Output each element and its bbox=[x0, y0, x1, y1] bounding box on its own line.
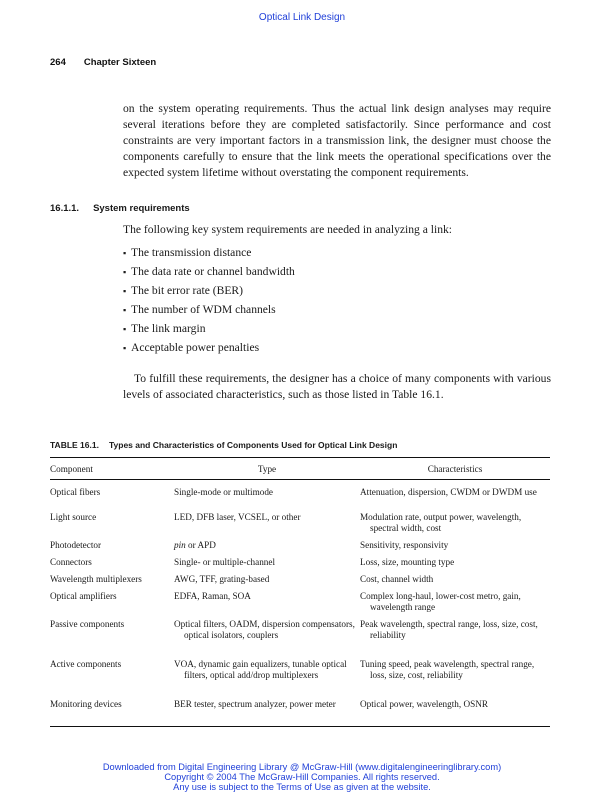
section-heading bbox=[50, 203, 190, 214]
footer-download-link[interactable]: Downloaded from Digital Engineering Library @ McGraw-Hill (www.digitalengineeringlibrary.com) bbox=[102, 762, 502, 772]
bullet-icon: ▪ bbox=[123, 248, 127, 258]
table-bottom-rule bbox=[50, 726, 550, 727]
column-header-characteristics: Characteristics bbox=[427, 464, 483, 474]
table-row: Wavelength multiplexers AWG, TFF, grating-based Cost, channel width bbox=[50, 573, 434, 584]
page-header bbox=[50, 57, 156, 68]
column-header-component: Component bbox=[50, 464, 93, 474]
list-item: ▪ Acceptable power penalties bbox=[123, 341, 260, 354]
table-caption bbox=[50, 440, 397, 450]
bullet-icon: ▪ bbox=[123, 267, 127, 277]
requirements-list bbox=[123, 245, 295, 359]
page-footer bbox=[0, 762, 604, 792]
footer-terms-link[interactable]: Any use is subject to the Terms of Use as given at the website. bbox=[173, 782, 431, 792]
intro-paragraph: on the system operating requirements. Thus the actual link design analyses may require several iterations before they are completed satisfactorily. Since performance and cost constraints are very important factors in a transmission link, the designer must choose the components carefully to ensure that the link meets the operational specifications over the expected system lifetime without overstating the component requirements. bbox=[123, 102, 551, 179]
running-header-title: Optical Link Design bbox=[258, 12, 346, 23]
table-top-rule bbox=[50, 457, 550, 458]
column-header-type: Type bbox=[257, 464, 277, 474]
section-number: 16.1.1. bbox=[50, 203, 80, 214]
table-row: Optical amplifiers EDFA, Raman, SOA Complex long-haul, lower-cost metro, gain, wavelength range bbox=[50, 590, 521, 612]
list-item: ▪ The data rate or channel bandwidth bbox=[123, 265, 295, 278]
chapter-title: Chapter Sixteen bbox=[83, 57, 157, 68]
page-number: 264 bbox=[50, 57, 66, 68]
section-title: System requirements bbox=[93, 203, 190, 214]
table-row: Optical fibers Single-mode or multimode Attenuation, dispersion, CWDM or DWDM use bbox=[50, 486, 537, 497]
list-item: ▪ The link margin bbox=[123, 322, 206, 335]
table-title: Types and Characteristics of Components Used for Optical Link Design bbox=[108, 440, 398, 450]
table-row: Connectors Single- or multiple-channel Loss, size, mounting type bbox=[50, 556, 455, 567]
components-table bbox=[50, 461, 550, 723]
bullet-icon: ▪ bbox=[123, 286, 127, 296]
footer-copyright: Copyright © 2004 The McGraw-Hill Companies. All rights reserved. bbox=[164, 772, 440, 782]
bullet-icon: ▪ bbox=[123, 305, 127, 315]
requirements-lead: The following key system requirements are needed in analyzing a link: bbox=[123, 223, 453, 236]
table-row: Active components VOA, dynamic gain equalizers, tunable optical filters, optical add/drop multiplexers Tuning speed, peak wavelength, spectral range, loss, size, cost, reliability bbox=[50, 658, 535, 680]
list-item: ▪ The bit error rate (BER) bbox=[123, 284, 244, 297]
table-row: Passive components Optical filters, OADM, dispersion compensators, optical isolators, couplers Peak wavelength, spectral range, loss, size, cost, reliability bbox=[50, 618, 538, 640]
table-label: TABLE 16.1. bbox=[50, 440, 99, 450]
table-row: Photodetector pin or APD Sensitivity, responsivity bbox=[50, 539, 449, 550]
closing-paragraph: To fulfill these requirements, the designer has a choice of many components with various levels of associated characteristics, such as those listed in Table 16.1. bbox=[123, 372, 551, 401]
table-header-row bbox=[50, 461, 550, 480]
list-item: ▪ The transmission distance bbox=[123, 246, 252, 259]
table-row: Light source LED, DFB laser, VCSEL, or other Modulation rate, output power, wavelength, spectral width, cost bbox=[50, 511, 522, 533]
bullet-icon: ▪ bbox=[123, 324, 127, 334]
table-row: Monitoring devices BER tester, spectrum analyzer, power meter Optical power, wavelength, OSNR bbox=[50, 698, 488, 709]
bullet-icon: ▪ bbox=[123, 343, 127, 353]
list-item: ▪ The number of WDM channels bbox=[123, 303, 276, 316]
